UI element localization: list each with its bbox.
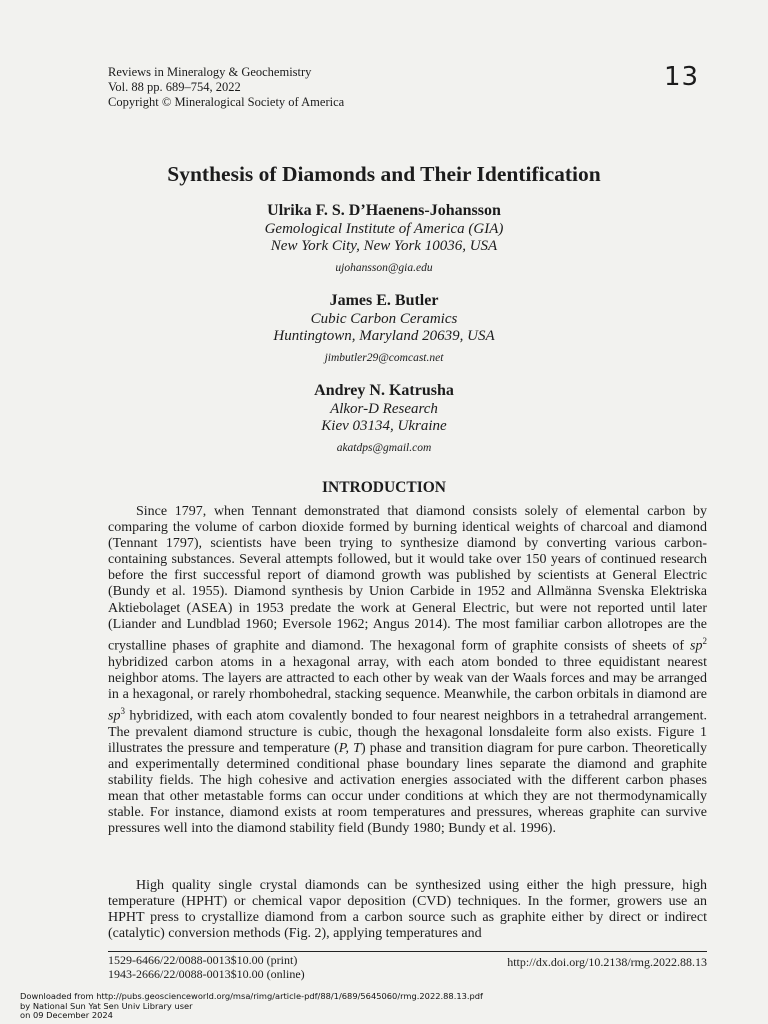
author-affiliation: Gemological Institute of America (GIA) [264,221,504,237]
chapter-number: 13 [664,62,700,92]
download-user: by National Sun Yat Sen Univ Library user [20,1000,193,1011]
author-address: Huntingtown, Maryland 20639, USA [273,328,495,344]
download-source: Downloaded from http://pubs.geoscienceworld.org/msa/rimg/article-pdf/88/1/689/5645060/rmg.2022.88.13.pdf [20,991,483,1001]
author-name: Ulrika F. S. D’Haenens-Johansson [267,202,501,219]
footer-rule [108,951,707,952]
sp-italic: sp [690,638,703,654]
paper-title: Synthesis of Diamonds and Their Identification [167,162,601,186]
author-block-3 [0,381,768,455]
superscript: 2 [702,635,707,646]
download-note [20,992,483,1021]
author-email[interactable]: jimbutler29@comcast.net [324,352,444,364]
section-heading: INTRODUCTION [321,479,446,496]
superscript: 3 [120,705,125,716]
paragraph-text: hybridized, with each atom covalently bonded to four nearest neighbors in a tetrahedral arrangement. The prevalent diamond structure is cubic, though the hexagonal lonsdaleite form also exists. Figure 1 illustrates the pressure and temperature ( [108,708,707,756]
author-address: New York City, New York 10036, USA [270,238,498,254]
author-name: Andrey N. Katrusha [314,382,454,399]
author-block-1 [0,201,768,275]
author-email[interactable]: ujohansson@gia.edu [335,262,433,274]
doi-link[interactable]: http://dx.doi.org/10.2138/rmg.2022.88.13 [507,955,707,969]
author-affiliation: Cubic Carbon Ceramics [310,311,458,327]
author-affiliation: Alkor-D Research [330,401,438,417]
author-name: James E. Butler [329,292,439,309]
paragraph-text: ) phase and transition diagram for pure carbon. Theoretically and experimentally determined conditional phase boundary lines separate the diamond and graphite stability fields. The high cohesive and activation energies associated with the different carbon phases mean that other metastable forms can occur under conditions at which they are not thermodynamically stable. For instance, diamond exists at room temperatures and pressures, whereas graphite can survive pressures well into the diamond stability field (Bundy 1980; Bundy et al. 1996). [108,740,707,837]
download-date: on 09 December 2024 [20,1010,113,1021]
issn-print: 1529-6466/22/0088-0013$10.00 (print) [108,953,298,967]
journal-volume: Vol. 88 pp. 689–754, 2022 [108,80,241,94]
author-address: Kiev 03134, Ukraine [321,418,447,434]
paragraph-text: hybridized carbon atoms in a hexagonal array, with each atom bonded to three equidistant nearest neighbor atoms. The layers are attracted to each other by weak van der Waals forces and may be arranged in a hexagonal, or rarely rhombohedral, stacking sequence. Meanwhile, the carbon orbitals in diamond are [108,654,707,702]
issn-info [108,953,305,981]
journal-name: Reviews in Mineralogy & Geochemistry [108,65,312,79]
sp-italic: sp [108,708,121,724]
journal-info [108,65,344,110]
intro-paragraph-1 [108,504,707,837]
intro-paragraph-2: High quality single crystal diamonds can be synthesized using either the high pressure, high temperature (HPHT) or chemical vapor deposition (CVD) techniques. In the former, growers use an HPHT press to crystallize diamond from a carbon source such as graphite either by direct or indirect (catalytic) conversion methods (Fig. 2), applying temperatures and [108,878,707,942]
issn-online: 1943-2666/22/0088-0013$10.00 (online) [108,967,305,981]
pt-italic: P, T [338,740,361,756]
journal-copyright: Copyright © Mineralogical Society of America [108,95,345,109]
paragraph-text: Since 1797, when Tennant demonstrated that diamond consists solely of elemental carbon by comparing the volume of carbon dioxide formed by burning identical weights of charcoal and diamond (Tennant 1797), scientists have been trying to synthesize diamond by converting various carbon-containing substances. Several attempts followed, but it would take over 150 years of continued research before the first successful report of diamond growth was published by scientists at General Electric (Bundy et al. 1955). Diamond synthesis by Union Carbide in 1952 and Allmänna Svenska Elektriska Aktiebolaget (ASEA) in 1953 predate the work at General Electric, but were not reported until later (Liander and Lundblad 1960; Eversole 1962; Angus 2014). The most familiar carbon allotropes are the crystalline phases of graphite and diamond. The hexagonal form of graphite consists of sheets of [108,504,707,654]
author-block-2 [0,291,768,365]
author-email[interactable]: akatdps@gmail.com [336,442,432,454]
